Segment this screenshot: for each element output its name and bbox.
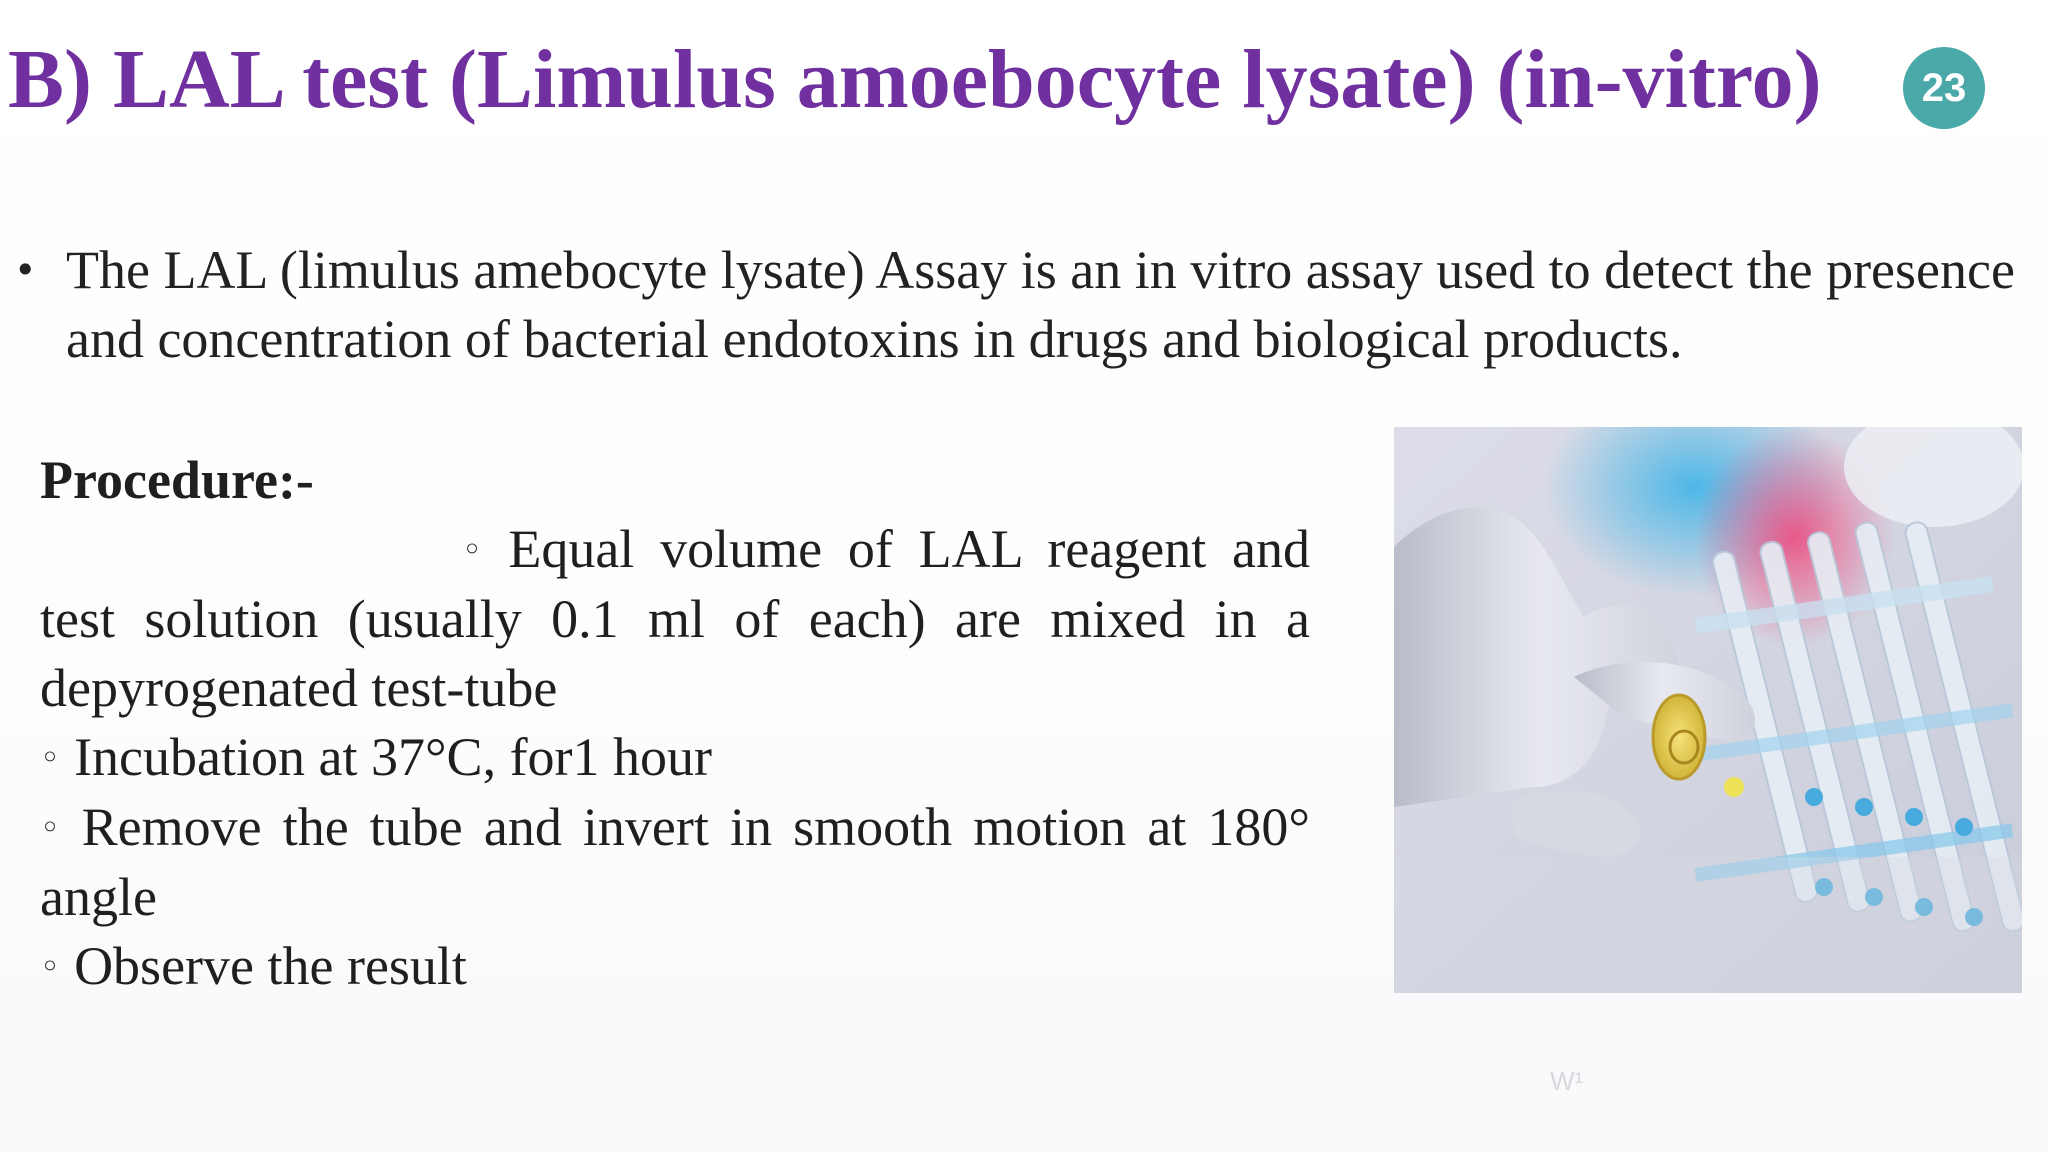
procedure-step-2 <box>40 723 1310 793</box>
circle-bullet-icon: ◦ <box>40 808 68 848</box>
bullet-icon: • <box>14 248 37 292</box>
slide-title: B) LAL test (Limulus amoebocyte lysate) (in-vitro) <box>8 33 1822 126</box>
procedure-step-text: Equal volume of LAL reagent and test solution (usually 0.1 ml of each) are mixed in a depyrogenated test-tube <box>40 519 1310 718</box>
circle-bullet-icon: ◦ <box>40 947 61 987</box>
lab-photo <box>1394 427 2022 993</box>
lab-photo-illustration <box>1394 427 2022 993</box>
circle-bullet-icon: ◦ <box>40 738 61 778</box>
page-number-badge: 23 <box>1903 47 1985 129</box>
procedure-step-1 <box>40 515 1310 723</box>
procedure-section <box>40 446 1310 1002</box>
procedure-step-text: Incubation at 37°C, for1 hour <box>74 727 713 787</box>
procedure-step-text: Remove the tube and invert in smooth motion at 180° angle <box>40 797 1310 927</box>
intro-text: The LAL (limulus amebocyte lysate) Assay is an in vitro assay used to detect the presence and concentration of bacterial endotoxins in drugs and biological products. <box>66 240 2015 369</box>
circle-bullet-icon: ◦ <box>462 530 495 570</box>
procedure-heading: Procedure:- <box>40 450 314 510</box>
intro-bullet-item <box>10 236 2035 374</box>
procedure-step-3 <box>40 793 1310 932</box>
procedure-step-text: Observe the result <box>74 936 467 996</box>
procedure-step-4 <box>40 932 1310 1002</box>
watermark-text: W¹ <box>1550 1066 1584 1096</box>
